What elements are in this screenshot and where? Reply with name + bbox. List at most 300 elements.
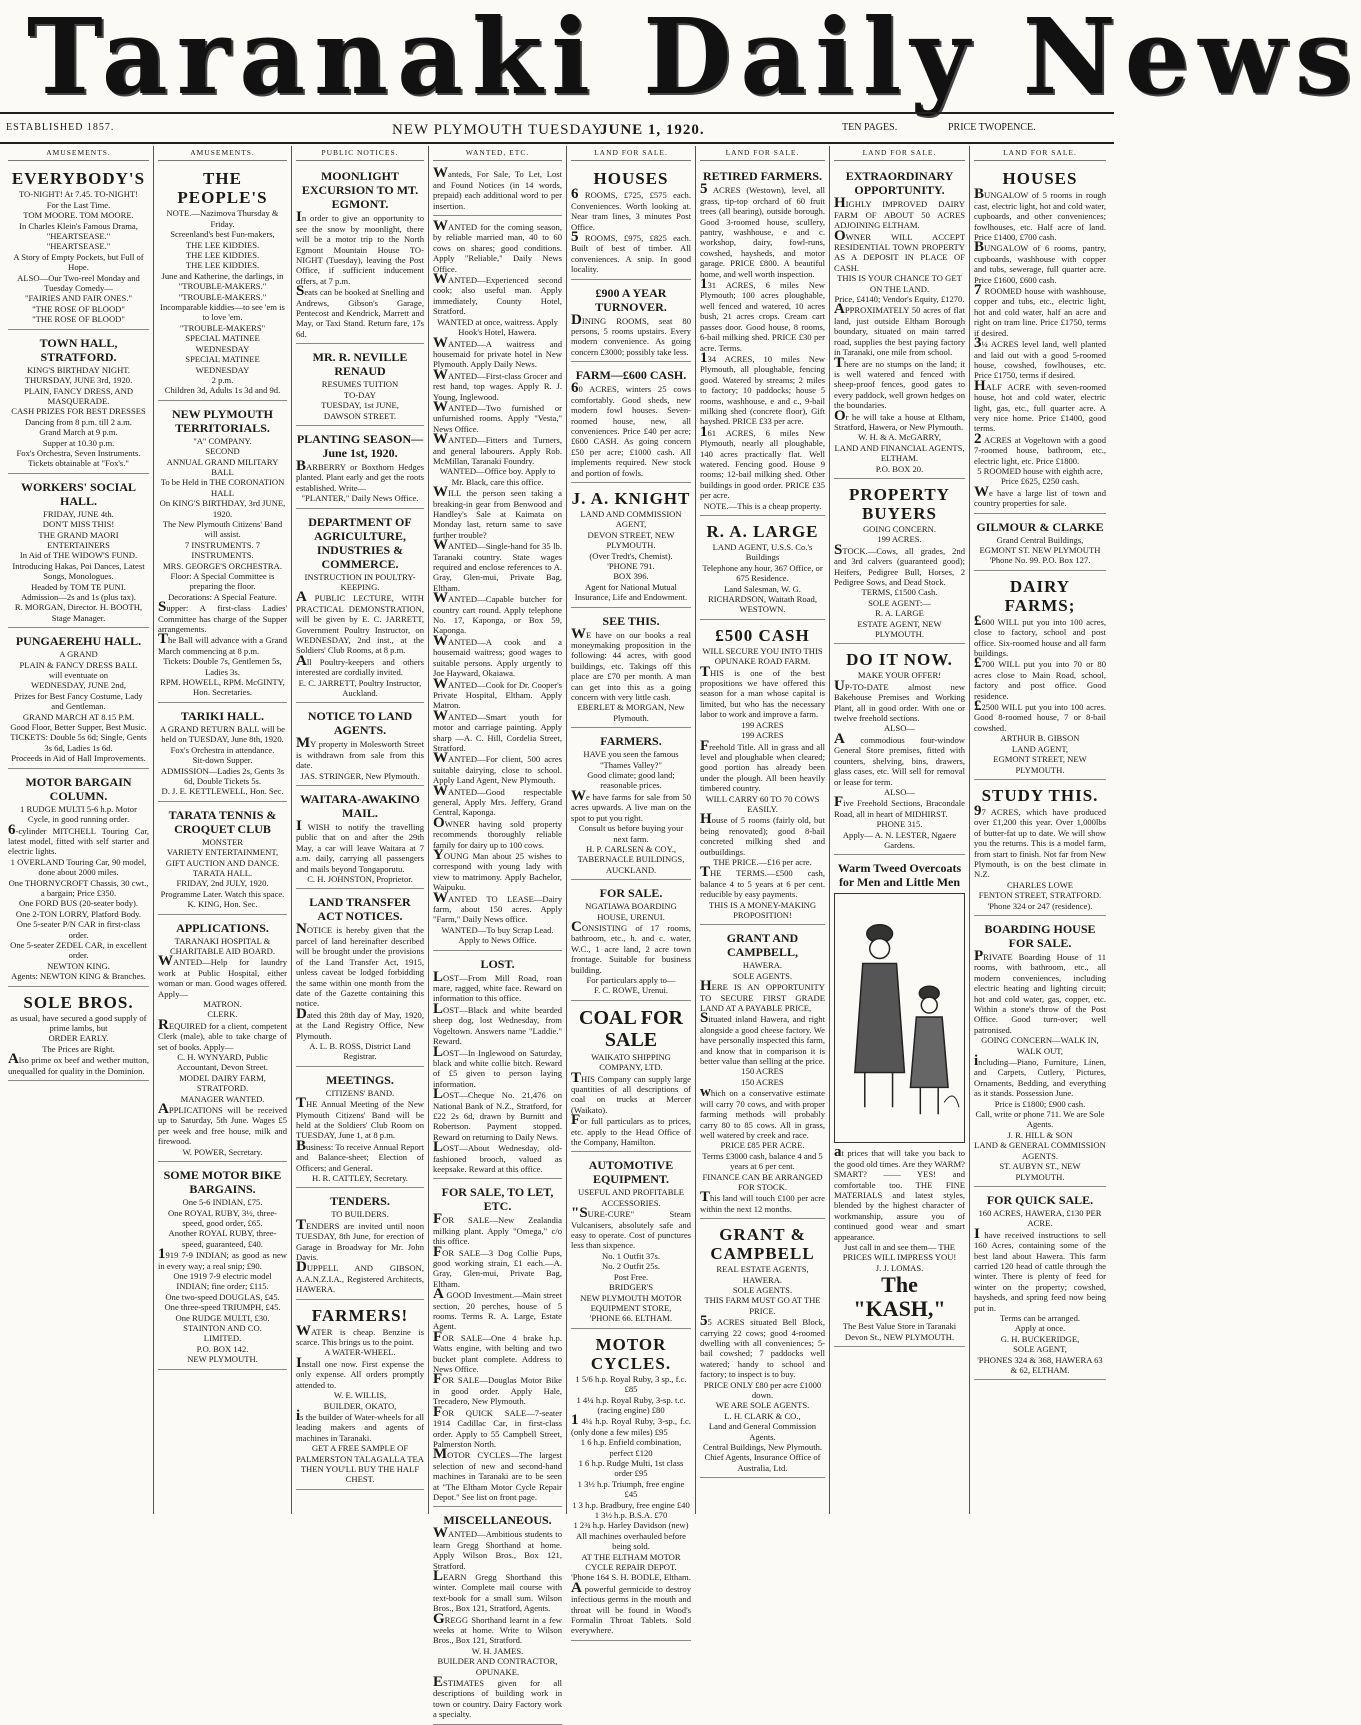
ad-body-text: WANTED—For client, 500 acres suitable dairying, close to school. Apply Land Agent, New Plymouth.: [433, 750, 562, 786]
column-5: [567, 146, 696, 1636]
ad-line: TUESDAY, 1st JUNE,: [321, 400, 399, 411]
ad-body-text: WANTED TO LEASE—Dairy farm, about 150 acres. Apply "Farm," Daily News office.: [433, 889, 562, 925]
ad-line: 'PHONE 791.: [607, 560, 655, 571]
newspaper-columns: [4, 146, 1110, 1720]
ad-body-text: is the builder of Water-wheels for all leading makers and agents of machines in Taranaki.: [296, 1407, 424, 1443]
ad-title: FOR QUICK SALE.: [986, 1192, 1094, 1207]
ad-line: Land Salesman, W. G. RICHARDSON, Waitath Road, WESTOWN.: [708, 583, 817, 615]
ad-line: BRIDGER'S: [608, 1282, 654, 1293]
ad-body-text: WANTED—Ambitious students to learn Gregg Shorthand at home. Apply Wilson Bros., Box 121, Stratford.: [433, 1525, 562, 1571]
ad-line: 1 RUDGE MULTI 5-6 h.p. Motor Cycle, in good running order.: [20, 803, 137, 825]
ad-body-text: REQUIRED for a client, competent Clerk (male), able to take charge of set of books. Apply—: [158, 1016, 287, 1052]
ad-line: 1 6 h.p. Enfield combination, perfect £120: [580, 1437, 682, 1458]
ad-line: WANTED—To buy Scrap Lead. Apply to News Office.: [441, 924, 554, 946]
ad-line: Agents: NEWTON KING & Branches.: [11, 971, 146, 982]
ad-line: PLAIN & FANCY DRESS BALL: [19, 659, 138, 670]
city-day-text: NEW PLYMOUTH TUESDAY.: [392, 122, 607, 138]
ad-body-text: HIGHLY IMPROVED DAIRY FARM OF ABOUT 50 ACRES ADJOINING ELTHAM.: [834, 195, 965, 231]
ad-line: Tickets obtainable at "Fox's.": [28, 458, 129, 469]
ad-line: as usual, have secured a good supply of prime lambs, but: [10, 1012, 147, 1033]
ad-line: BUILDER AND CONTRACTOR, OPUNAKE.: [437, 1656, 558, 1677]
ad-body-text: Five Freehold Sections, Bracondale Road, all in heart of MIDHIRST.: [834, 794, 965, 819]
advertisement: [8, 989, 149, 1081]
ad-line: 2 p.m.: [211, 374, 234, 385]
ad-body-text: WANTED—Help for laundry work at Public Hospital, either woman or man. Good wages offered. Apply—: [158, 953, 287, 999]
ad-line: "TROUBLE-MAKERS": [179, 322, 266, 333]
ad-body-text: Supper: A first-class Ladies' Committee has charge of the Supper arrangements.: [158, 599, 287, 635]
ad-line: PALMERSTON TALAGALLA TEA: [296, 1453, 424, 1464]
ad-body-text: Also prime ox beef and wether mutton, unequalled for quality in the Dominion.: [8, 1051, 149, 1076]
ad-title: SOME MOTOR BIKE BARGAINS.: [163, 1168, 282, 1197]
ad-line: Apply at once.: [1014, 1323, 1066, 1334]
advertisement: [571, 1003, 691, 1153]
ad-body-text: "SURE-CURE" Steam Vulcanisers, absolutely safe and easy to operate. Cost of punctures less than sixpence.: [571, 1205, 691, 1251]
ad-line: 5 ROOMED house with eighth acre, Price £625, £250 cash.: [977, 465, 1103, 487]
ad-line: SOLE AGENT:—: [868, 597, 931, 608]
advertisement: [571, 1331, 691, 1641]
ad-body-text: We have farms for sale from 50 acres upwards. A live man on the spot to put you right.: [571, 787, 691, 823]
ad-line: PRICE £85 PER ACRE.: [720, 1140, 805, 1151]
ad-line: GIFT AUCTION AND DANCE.: [165, 857, 280, 868]
ad-title: WAITARA-AWAKINO MAIL.: [300, 792, 420, 821]
ad-line: C. H. WYNYARD, Public Accountant, Devon Street.: [176, 1052, 269, 1073]
ad-body-text: FOR QUICK SALE—7-seater 1914 Cadillac Car, in first-class order. Apply to 55 Campbell Street, Palmerston North.: [433, 1403, 562, 1449]
ad-body-text: 55 ACRES situated Bell Block, carrying 22 cows; good 4-roomed dwelling with all conveniences; 5-bail cowshed; 7 paddocks well watered; handy to school and factory; to inspect is to buy.: [700, 1313, 825, 1380]
ad-body-text: 60 ACRES, winters 25 cows comfortably. Good sheds, new modern fowl houses. Seven-roomed house, new, all conveniences. Price £40 per acre; £600 CASH. As going concern £50 per acre; £1000 cash. All implements required. New stock and portion of fowls.: [571, 380, 691, 478]
overcoat-illustration: [834, 893, 965, 1143]
ad-body-text: ESTIMATES given for all descriptions of building work in town or country. Dairy Factory work a specialty.: [433, 1674, 562, 1720]
advertisement: [974, 782, 1106, 916]
ad-line: R. A. LARGE: [875, 608, 924, 619]
ad-body-text: All Poultry-keepers and others interested are cordially invited.: [296, 652, 424, 678]
advertisement: [296, 428, 424, 509]
ad-line: RPM. HOWELL, RPM. McGINTY, Hon. Secretaries.: [160, 677, 285, 698]
ad-line: WAIKATO SHIPPING COMPANY, LTD.: [591, 1051, 671, 1073]
column-heading: AMUSEMENTS.: [158, 148, 287, 161]
ad-line: THE LEE KIDDIES.: [185, 260, 260, 271]
ad-title: BOARDING HOUSE FOR SALE.: [984, 921, 1096, 950]
ad-line: W. E. WILLIS,: [333, 1390, 387, 1401]
ad-line: For the Last Time.: [46, 199, 111, 210]
ad-line: H. R. CATTLEY, Secretary.: [312, 1173, 408, 1183]
ad-line: L. H. CLARK & CO.,: [724, 1410, 801, 1421]
advertisement: [158, 1164, 287, 1370]
ad-title: FARMERS.: [600, 734, 662, 749]
ad-line: For particulars apply to—: [586, 974, 676, 985]
column-1: [4, 146, 154, 1514]
ad-line: THE PRICE.—£16 per acre.: [713, 856, 812, 867]
ad-title: HOUSES: [593, 169, 669, 189]
ad-line: "THE ROSE OF BLOOD": [32, 314, 125, 325]
ad-line: ELTHAM.: [880, 453, 919, 464]
ad-line: THE GRAND MAORI ENTERTAINERS: [38, 529, 119, 550]
advertisement: [974, 516, 1106, 571]
ad-body-text: 1919 7-9 INDIAN; as good as new in every way; a real snip; £90.: [158, 1246, 287, 1271]
ad-line: Screenland's best Fun-makers,: [170, 229, 275, 240]
ad-line: On KING'S BIRTHDAY, 3rd JUNE, 1920.: [159, 498, 286, 519]
ad-line: J. J. LOMAS.: [875, 1262, 924, 1273]
ad-line: "TROUBLE-MAKERS.": [178, 291, 267, 302]
ad-body-text: WANTED—A cook and a housemaid waitress; good wages to suitable persons. Apply urgently to Joe Hayward, Okaiawa.: [433, 632, 562, 679]
ad-body-text: HALF ACRE with seven-roomed house, hot and cold water, electric light, gas, etc., full quarter acre. A very nice home. Price £1400, good terms.: [974, 377, 1106, 434]
ad-line: All machines overhauled before being sold.: [575, 1530, 686, 1552]
ad-body-text: 6 ROOMS, £725, £575 each. Conveniences. Worth looking at. Near tram lines, 3 minutes Post Office.: [571, 186, 691, 232]
ad-body-text: FOR SALE—One 4 brake h.p. Watts engine, with belting and two bucket plant complete. Address to News Office.: [433, 1328, 562, 1375]
advertisement: [974, 1189, 1106, 1381]
advertisement: [296, 1190, 424, 1299]
masthead: [0, 0, 1361, 138]
ad-line: SECOND: [205, 446, 240, 457]
ad-title: LAND TRANSFER ACT NOTICES.: [309, 895, 411, 924]
ad-body-text: GREGG Shorthand learnt in a few weeks at home. Write to Wilson Bros., Box 121, Stratford.: [433, 1610, 562, 1646]
ad-body-text: HERE IS AN OPPORTUNITY TO SECURE FIRST GRADE LAND AT A PAYABLE PRICE,: [700, 978, 825, 1014]
ad-line: 'Phone 164 S. H. BODLE, Eltham.: [571, 1572, 691, 1583]
ad-line: NEW PLYMOUTH.: [187, 1354, 258, 1365]
ad-body-text: LOST—Cheque No. 21,476 on National Bank of N.Z., Stratford, for £22 2s 6d, drawn by Burnitt and Robertson. Payment stopped. Reward on returning to Daily News.: [433, 1086, 562, 1142]
ad-line: "FAIRIES AND FAIR ONES.": [25, 293, 132, 304]
ad-line: A Story of Empty Pockets, but Full of Hope.: [13, 251, 144, 273]
ad-line: TARANAKI HOSPITAL & CHARITABLE AID BOARD.: [169, 935, 276, 956]
ad-line: 7 INSTRUMENTS. 7 INSTRUMENTS.: [184, 539, 261, 561]
ad-line: A GRAND RETURN BALL will be held on TUESDAY, June 8th, 1920.: [159, 723, 285, 745]
ad-line: One THORNYCROFT Chassis, 30 cwt., a bargain; Price £350.: [8, 877, 149, 898]
ad-line: EGMONT ST. NEW PLYMOUTH: [979, 545, 1101, 555]
ad-title: PLANTING SEASON—June 1st, 1920.: [296, 431, 424, 460]
advertisement: [433, 953, 562, 1180]
ad-line: MANAGER WANTED.: [180, 1093, 265, 1104]
ad-line: LAND & GENERAL COMMISSION AGENTS.: [974, 1140, 1106, 1161]
ad-line: "TROUBLE-MAKERS.": [178, 281, 267, 292]
ad-title: FOR SALE, TO LET, ETC.: [441, 1185, 554, 1214]
ad-line: 199 ACRES: [741, 719, 784, 730]
ad-body-text: WANTED—Cook for Dr. Cooper's Private Hospital, Eltham. Apply Matron.: [433, 675, 562, 711]
ad-line: One FORD BUS (20-seater body).: [18, 898, 139, 909]
ad-title: GRANT AND CAMPBELL,: [726, 931, 799, 960]
ad-line: In Charles Klein's Famous Drama,: [19, 220, 138, 231]
ad-line: A GRAND: [59, 649, 98, 660]
ad-line: INSTRUCTION IN POULTRY-KEEPING.: [304, 571, 416, 592]
advertisement: [158, 917, 287, 1163]
ad-line: F. C. ROWE, Urenui.: [593, 985, 669, 996]
ad-line: HAWERA.: [742, 1274, 783, 1285]
ad-line: MONSTER: [201, 836, 244, 847]
ad-line: CHARLES LOWE: [1006, 879, 1074, 890]
advertisement: [8, 476, 149, 628]
newspaper-title: Taranaki Daily News: [26, 0, 1361, 118]
ad-body-text: Freehold Title. All in grass and all level and ploughable when cleared; good portion has already been under the plough. All been heavily timbered country.: [700, 737, 825, 794]
ad-body-text: FOR SALE—3 Dog Collie Pups, good working strain, £1 each.—A. Gray, Glen-mui, Private Bag, Eltham.: [433, 1243, 562, 1289]
advertisement: [8, 630, 149, 768]
ad-body-text: UP-TO-DATE almost new Bakehouse Premises and Working Plant, all in good order. With one or twelve freehold sections.: [834, 677, 965, 724]
column-heading: LAND FOR SALE.: [571, 148, 691, 161]
ad-line: Consult us before buying your next farm.: [578, 823, 684, 844]
ad-body-text: A PUBLIC LECTURE, WITH PRACTICAL DEMONSTRATION, will be given by E. C. JARRETT, Government Poultry Instructor, on WEDNESDAY, 2nd inst., at the Soldiers' Club Rooms, at 8 p.m.: [296, 589, 424, 656]
ad-line: RESUMES TUITION: [321, 379, 399, 390]
ad-title: SEE THIS.: [602, 613, 660, 628]
ad-body-text: WILL the person seen taking a breaking-in gear from Benwood and Handley's Sale at Kaimata on Monday last, return same to save further trouble?: [433, 484, 562, 540]
ad-title: PROPERTY BUYERS: [849, 484, 950, 523]
column-6: [696, 146, 830, 1514]
established-text: ESTABLISHED 1857.: [6, 122, 115, 133]
ad-line: LAND AGENT,: [1011, 743, 1069, 754]
ad-line: Tickets: Double 7s, Gentlemen 5s, Ladies 3s.: [163, 656, 282, 677]
advertisement: [571, 882, 691, 1001]
ad-line: W. H. JAMES.: [471, 1645, 524, 1656]
ad-line: 1 3 h.p. Bradbury, free engine £40: [572, 1499, 690, 1510]
ad-body-text: STOCK.—Cows, all grades, 2nd and 3rd calvers (guaranteed good); Heifers, Pedigree Bull, Horses, 2 Pedigree Sows, and Dead Stock.: [834, 541, 965, 587]
column-heading: LAND FOR SALE.: [700, 148, 825, 161]
ad-title: TENDERS.: [330, 1194, 390, 1209]
ad-line: No. 1 Outfit 37s.: [601, 1250, 660, 1261]
ad-title: APPLICATIONS.: [176, 920, 269, 935]
ad-body-text: LEARN Gregg Shorthand this winter. Complete mail course with text-book for a small sum. Wilson Bros., Box 121, Stratford, Agents.: [433, 1567, 562, 1614]
advertisement: [296, 1302, 424, 1490]
ad-body-text: Dated this 28th day of May, 1920, at the Land Registry Office, New Plymouth.: [296, 1005, 424, 1041]
ad-line: "HEARTSEASE.": [46, 241, 111, 252]
advertisement: [834, 481, 965, 644]
ad-line: CITIZENS' BAND.: [325, 1087, 395, 1098]
ad-body-text: For full particulars as to prices, etc. apply to the Head Office of the Company, Hamilton.: [571, 1112, 691, 1148]
ad-body-text: Wanteds, For Sale, To Let, Lost and Found Notices (in 14 words, prepaid) each additional word to per insertion.: [433, 165, 562, 211]
ad-line: Fox's Orchestra in attendance.: [170, 744, 275, 755]
ad-body-text: CONSISTING of 17 rooms, bathroom, etc., h. and c. water, W.C., 1 acre land, 2 acre town frontage. Suitable for business building.: [571, 918, 691, 975]
ad-line: ARTHUR B. GIBSON: [1000, 733, 1080, 744]
ad-body-text: Situated inland Hawera, and right alongside a good cheese factory. We have personally inspected this farm, and know that in comparison it is better value than selling at the price.: [700, 1010, 825, 1067]
ad-line: Good Floor, Better Supper, Best Music.: [10, 722, 147, 733]
ad-line: NEW PLYMOUTH MOTOR EQUIPMENT STORE,: [580, 1292, 682, 1313]
ad-body-text: FOR SALE—Douglas Motor Bike in good order. Apply Hale, Trecadero, New Plymouth.: [433, 1371, 562, 1407]
ad-line: The Prices are Right.: [42, 1043, 115, 1054]
ad-line: NEWTON KING.: [47, 960, 110, 971]
ad-title: LOST.: [480, 956, 515, 971]
ad-line: E. C. JARRETT, Poultry Instructor, Auckland.: [298, 677, 422, 698]
ad-line: June and Katherine, the darlings, in: [161, 270, 284, 281]
ad-body-text: WANTED—Experienced second cook; also useful man. Apply immediately, County Hotel, Stratford.: [433, 271, 562, 317]
ad-line: WEDNESDAY, JUNE 2nd,: [30, 680, 126, 691]
ad-body-text: YOUNG Man about 25 wishes to correspond with young lady with view to matrimony. Apply Bachelor, Waipuku.: [433, 847, 562, 893]
ad-line: ORDER EARLY.: [48, 1033, 109, 1044]
ad-line: Supper at 10.30 p.m.: [42, 437, 115, 448]
ad-body-text: NOTICE is hereby given that the parcel of land hereinafter described will be brought under the provisions of the Land Transfer Act, 1915, unless caveat be lodged forbidding the same within one month from the date of the Gazette containing this notice.: [296, 921, 424, 1009]
ad-line: 1 6 h.p. Rudge Multi, 1st class order £95: [578, 1457, 684, 1479]
ad-line: WANTED at once, waitress. Apply Hook's Hotel, Hawera.: [437, 316, 558, 338]
advertisement: [296, 1069, 424, 1189]
ad-line: Introducing Hakas, Poi Dances, Latest Songs, Monologues.: [12, 560, 145, 582]
ad-body-text: WANTED—Two furnished or unfurnished rooms. Apply "Vesta," News Office.: [433, 398, 562, 434]
ad-body-text: I have received instructions to sell 160 Acres, containing some of the best land about Hawera. This farm carried 120 head of cattle through the winter. There is plenty of feed for winter on the property; cowshed, haysheds, and spring feed now being put in.: [974, 1225, 1106, 1313]
ad-line: WILL SECURE YOU INTO THIS: [702, 645, 823, 656]
ad-body-text: Seats can be booked at Snelling and Andrews, Gibson's Garage, Pentecost and Kendrick, Marrett and May, or Taxi Stand. Return fare, 17s 6d.: [296, 283, 424, 339]
ad-line: Call, write or phone 711. We are Sole Agents.: [975, 1109, 1105, 1130]
advertisement: [571, 610, 691, 729]
advertisement: [158, 705, 287, 802]
advertisement: [296, 891, 424, 1066]
ad-title: DEPARTMENT OF AGRICULTURE, INDUSTRIES & COMMERCE.: [308, 514, 412, 571]
ad-line: MRS. GEORGE'S ORCHESTRA.: [162, 560, 283, 571]
ad-line: H. P. CARLSEN & COY.,: [585, 843, 677, 854]
ad-line: One three-speed TRIUMPH, £45.: [164, 1302, 281, 1313]
ad-body-text: APPROXIMATELY 50 acres of flat land, just outside Eltham Borough boundary, situated on main tarred road, supplies the best paying factory in Taranaki, one mile from school.: [834, 301, 965, 358]
ad-body-text: DINING ROOMS, seat 80 persons, 5 rooms upstairs. Every modern convenience. As going concern £3000; possibly take less.: [571, 311, 691, 357]
ad-body-text: BARBERRY or Boxthorn Hedges planted. Plant early and get the roots established. Write—: [296, 457, 424, 493]
ad-line: Devon St., NEW PLYMOUTH.: [844, 1331, 955, 1342]
ad-line: To be Held in THE CORONATION HALL: [160, 477, 285, 498]
ad-title: MOONLIGHT EXCURSION TO MT. EGMONT.: [301, 169, 419, 212]
ad-line: CLERK.: [207, 1009, 238, 1020]
ad-line: Floor: A Special Committee is preparing the floor.: [170, 571, 275, 592]
ad-line: DON'T MISS THIS!: [42, 519, 115, 530]
ad-title: STUDY THIS.: [981, 785, 1099, 805]
advertisement: [8, 771, 149, 987]
ad-line: R. MORGAN, Director. H. BOOTH, Stage Manager.: [14, 602, 143, 623]
advertisement: [571, 282, 691, 363]
ad-line: Another ROYAL RUBY, three-speed, guaranteed, £40.: [168, 1228, 277, 1249]
ad-line: MATRON.: [203, 999, 242, 1009]
ad-line: "A" COMPANY.: [193, 435, 252, 446]
ad-title: DO IT NOW.: [846, 650, 953, 670]
ad-title: FARM—£600 CASH.: [575, 368, 687, 383]
ad-line: One 5-seater ZEDEL CAR, in excellent order.: [10, 939, 147, 961]
ad-line: Telephone any hour, 367 Office, or 675 Residence.: [702, 562, 823, 584]
ad-line: MAKE YOUR OFFER!: [857, 670, 942, 681]
ad-line: ADMISSION—Ladies 2s, Gents 3s 6d, Double Tickets 5s.: [160, 765, 285, 786]
column-heading: WANTED, ETC.: [433, 148, 562, 161]
advertisement: [571, 165, 691, 279]
ad-body-text: This land will touch £100 per acre within the next 12 months.: [700, 1189, 825, 1214]
ad-body-text: The Ball will advance with a Grand March commencing at 8 p.m.: [158, 631, 287, 656]
ad-line: NOTE.—Nazimova Thursday & Friday.: [166, 208, 279, 229]
ad-line: DEVON STREET, NEW PLYMOUTH.: [587, 529, 675, 551]
dateline: [0, 112, 1114, 144]
advertisement: [296, 165, 424, 344]
ad-line: 1 5/6 h.p. Royal Ruby, 3 sp., f.c. £85: [575, 1373, 687, 1395]
ad-body-text: WANTED—Single-hand for 35 lb. Taranaki country. State wages required and enclose references to A. Gray, Glen-mui, Private Bag, Eltham.: [433, 537, 562, 593]
ad-line: PRICE ONLY £80 per acre £1000 down.: [703, 1379, 822, 1401]
column-heading: PUBLIC NOTICES.: [296, 148, 424, 161]
column-heading: AMUSEMENTS.: [8, 148, 149, 161]
ad-line: ST. AUBYN ST., NEW PLYMOUTH.: [999, 1161, 1081, 1182]
ad-line: ALSO—Our Two-reel Monday and Tuesday Comedy—: [17, 272, 140, 294]
ad-line: BOX 396.: [613, 571, 649, 582]
ad-body-text: WANTED—First-class Grocer and rest hand, top wages. Apply R. J. Young, Inglewood.: [433, 366, 562, 402]
ad-line: LIMITED.: [203, 1333, 242, 1344]
ad-line: Children 3d, Adults 1s 3d and 9d.: [164, 385, 281, 396]
ad-line: THE LEE KIDDIES.: [185, 239, 260, 250]
ad-line: THIS IS YOUR CHANCE TO GET ON THE LAND.: [837, 273, 962, 294]
ad-line: TARATA HALL.: [192, 867, 253, 878]
ad-body-text: House of 5 rooms (fairly old, but being renovated); good 8-bail concreted milking shed and outbuildings.: [700, 811, 825, 857]
ad-line: THEN YOU'LL BUY THE HALF CHEST.: [300, 1463, 420, 1485]
ad-body-text: MY property in Molesworth Street is withdrawn from sale from this date.: [296, 735, 424, 771]
ad-body-text: WANTED—A waitress and housemaid for private hotel in New Plymouth. Apply Daily News.: [433, 334, 562, 370]
ad-body-text: THE Annual Meeting of the New Plymouth Citizens' Band will be held at the Soldiers' Club Room on TUESDAY, June 1, at 8 p.m.: [296, 1095, 424, 1141]
ad-body-text: PRIVATE Boarding House of 11 rooms, with bathroom, etc., all modern conveniences, including electric heating and lighting circuit; hot and cold water, gas, copper, etc. Within a stone's throw of the Post Office. Good turn-over; well patronised.: [974, 947, 1106, 1035]
advertisement: [700, 165, 825, 516]
ad-line: 1 3½ h.p. B.S.A. £70: [594, 1510, 668, 1520]
ad-line: SOLE AGENTS.: [732, 970, 793, 981]
ad-line: 160 ACRES, HAWERA, £130 PER ACRE.: [978, 1207, 1102, 1229]
advertisement: [700, 622, 825, 926]
ad-line: Apply— A. N. LESTER, Ngaere Gardens.: [842, 829, 957, 850]
ad-line: "PLANTER," Daily News Office.: [301, 493, 419, 504]
ad-line: FENTON STREET, STRATFORD.: [978, 890, 1102, 901]
ad-body-text: 161 ACRES, 6 miles New Plymouth, nearly all ploughable, 140 acres practically flat. Well watered. Fencing good. House 9 rooms; 12-bail milking shed. Other buildings in good order. PRICE £35 per acre.: [700, 423, 825, 501]
ad-body-text: at prices that will take you back to the good old times. Are they WARM? SMART? —— YES! and comfortable too. THE FINE MATERIALS and latest styles, blended by the highest character of workmanship, assure you of continued good wear and smart appearance.: [834, 1144, 965, 1242]
ad-line: SPECIAL MATINEE WEDNESDAY: [185, 333, 260, 354]
ad-line: P.O. BOX 142.: [196, 1343, 249, 1354]
advertisement: [296, 705, 424, 786]
ad-line: REAL ESTATE AGENTS,: [716, 1264, 809, 1275]
ad-body-text: 2 ACRES at Vogeltown with a good 7-roomed house, bathroom, etc., electric light, etc. Price £1800.: [974, 430, 1106, 466]
ad-title: WORKERS' SOCIAL HALL.: [20, 479, 137, 508]
ad-line: FRIDAY, JUNE 4th.: [43, 508, 114, 519]
ad-body-text: TENDERS are invited until noon TUESDAY, 8th June, for erection of Garage in Broadway for Mr. John Davis.: [296, 1216, 424, 1263]
advertisement: [296, 788, 424, 889]
ad-line: No. 2 Outfit 25s.: [601, 1261, 660, 1272]
column-7: [830, 146, 970, 1514]
ad-body-text: including—Piano, Furniture, Linen, and Carpets, Cutlery, Pictures, Ornaments, Bedding, and everything as it stands. Possession June.: [974, 1053, 1106, 1099]
ad-line: Land and General Commission Agents.: [708, 1421, 817, 1442]
advertisement: [700, 1221, 825, 1478]
ad-line: HAVE you seen the famous "Thames Valley?": [583, 749, 679, 770]
ad-line: K. KING, Hon. Sec.: [187, 899, 258, 910]
ad-line: Agent for National Mutual Insurance, Life and Endowment.: [574, 581, 688, 603]
ad-line: "THE ROSE OF BLOOD": [32, 303, 125, 314]
ad-line: W. POWER, Secretary.: [182, 1146, 263, 1157]
ad-body-text: MOTOR CYCLES—The largest selection of new and second-hand machines in Taranaki are to be seen at "The Eltham Motor Cycle Repair Depot." See list on front page.: [433, 1446, 562, 1502]
ad-body-text: A commodious four-window General Store premises, fitted with counters, shelving, bins, drawers, glass cases, etc. Will sell for removal or lease for term.: [834, 730, 965, 787]
ad-line: EBERLET & MORGAN, New Plymouth.: [577, 702, 685, 723]
advertisement: [571, 485, 691, 608]
ad-body-text: £2500 WILL put you into 100 acres. Good 8-roomed house, 7 or 8-bail cowshed.: [974, 698, 1106, 733]
ad-line: 1 4¼ h.p. Royal Ruby, 3-sp. t.c. (racing engine) £80: [576, 1394, 686, 1415]
column-4: [429, 146, 567, 1720]
ad-line: TOM MOORE. TOM MOORE.: [23, 210, 134, 221]
ad-body-text: WANTED—Smart youth for motor and carriage painting. Apply sharp —A. C. Hill, Cordelia Street, Stratford.: [433, 707, 562, 753]
ad-body-text: A powerful germicide to destroy infectious germs in the mouth and throat will be found in Wood's Formalin Throat Tablets. Sold everywhere.: [571, 1579, 691, 1636]
ad-body-text: 134 ACRES, 10 miles New Plymouth, all ploughable, fencing good. Watered by streams; 2 miles to factory; 10 paddocks; house 5 rooms, washhouse, e and c., 9-bail milking shed (concrete floor), Gift hayshed. PRICE £33 per acre.: [700, 349, 825, 427]
ad-body-text: BUNGALOW of 6 rooms, pantry, cupboards, washhouse with copper and tubs, sewerage, full quarter acre. Price £1600, £600 cash.: [974, 239, 1106, 285]
column-3: [292, 146, 429, 1514]
ad-title: Warm Tweed Overcoats for Men and Little Men: [837, 861, 962, 890]
ad-title: £500 CASH: [715, 625, 810, 645]
ad-title: FARMERS!: [311, 1305, 409, 1325]
ad-line: 1 2¾ h.p. Harley Davidson (new): [573, 1520, 689, 1531]
ad-title: MR. R. NEVILLE RENAUD: [312, 350, 408, 379]
ad-line: FRIDAY, 2nd JULY, 1920.: [176, 878, 269, 889]
advertisement: [433, 218, 562, 951]
ad-title: COAL FOR SALE: [579, 1006, 683, 1051]
ad-line: THE LEE KIDDIES.: [185, 250, 260, 261]
ad-title: NEW PLYMOUTH TERRITORIALS.: [171, 406, 273, 435]
ad-line: Terms £3000 cash, balance 4 and 5 years at 6 per cent.: [702, 1150, 823, 1172]
ad-line: One 2-TON LORRY, Platford Body.: [15, 908, 142, 919]
ad-body-text: THIS Company can supply large quantities of all descriptions of coal on trucks at Mercer (Waikato).: [571, 1069, 691, 1115]
ad-title: AUTOMOTIVE EQUIPMENT.: [588, 1158, 674, 1187]
ad-line: 199 ACRES: [741, 730, 784, 741]
ad-line: Fox's Orchestra, Seven Instruments.: [16, 447, 141, 458]
ad-body-text: WANTED for the coming season, by reliable married man, 40 to 60 cows on shares; good conditions. Apply "Reliable," Daily News Office.: [433, 218, 562, 274]
ad-line: One two-speed DOUGLAS, £45.: [165, 1291, 280, 1302]
ad-body-text: 3¼ ACRES level land, well planted and laid out with a good 5-roomed house, cowshed, fowlhouses, etc. Price £1750, terms if desired.: [974, 335, 1106, 381]
ad-body-text: THE TERMS.—£500 cash, balance 4 to 5 years at 6 per cent. reducible by easy payments.: [700, 864, 825, 900]
ad-line: W. H. & A. McGARRY,: [857, 432, 942, 443]
ad-line: A. L. B. ROSS, District Land Registrar.: [309, 1040, 411, 1062]
advertisement: [571, 730, 691, 880]
ad-line: BUILDER, OKATO,: [323, 1400, 397, 1411]
ad-line: Prizes for Best Fancy Costume, Lady and Gentleman.: [14, 690, 143, 712]
ad-line: The New Plymouth Citizens' Band will assist.: [162, 518, 283, 540]
